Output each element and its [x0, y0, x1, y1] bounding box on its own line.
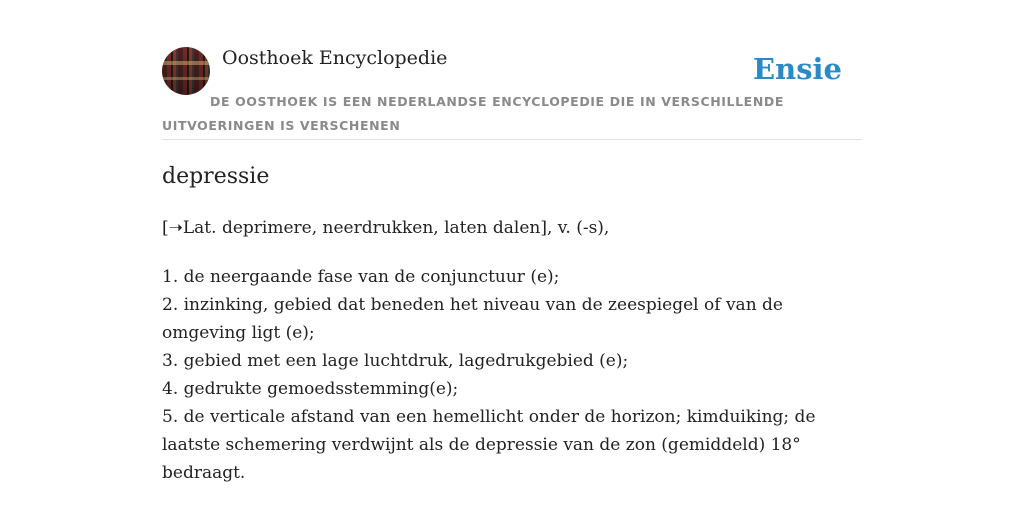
- book-spines-avatar-icon[interactable]: [162, 47, 210, 95]
- entry-etymology: [➝Lat. deprimere, neerdrukken, laten dalen], v. (-s),: [162, 218, 610, 238]
- entry-definitions: [162, 263, 842, 487]
- site-header: [162, 46, 862, 140]
- definition-item: 5. de verticale afstand van een hemellicht onder de horizon; kimduiking; de laatste schemering verdwijnt als de depressie van de zon (gemiddeld) 18° bedraagt.: [162, 407, 816, 483]
- definition-item: 2. inzinking, gebied dat beneden het niveau van de zeespiegel of van de omgeving ligt (e);: [162, 295, 783, 343]
- definition-item: 3. gebied met een lage luchtdruk, lagedrukgebied (e);: [162, 351, 629, 371]
- definition-item: 1. de neergaande fase van de conjunctuur (e);: [162, 267, 560, 287]
- definition-item: 4. gedrukte gemoedsstemming(e);: [162, 379, 459, 399]
- entry-term: depressie: [162, 164, 270, 189]
- site-title[interactable]: Oosthoek Encyclopedie: [222, 47, 448, 69]
- site-tagline: DE OOSTHOEK IS EEN NEDERLANDSE ENCYCLOPEDIE DIE IN VERSCHILLENDE UITVOERINGEN IS VERSCHENEN: [162, 94, 784, 133]
- ensie-logo-link[interactable]: Ensie: [753, 52, 842, 86]
